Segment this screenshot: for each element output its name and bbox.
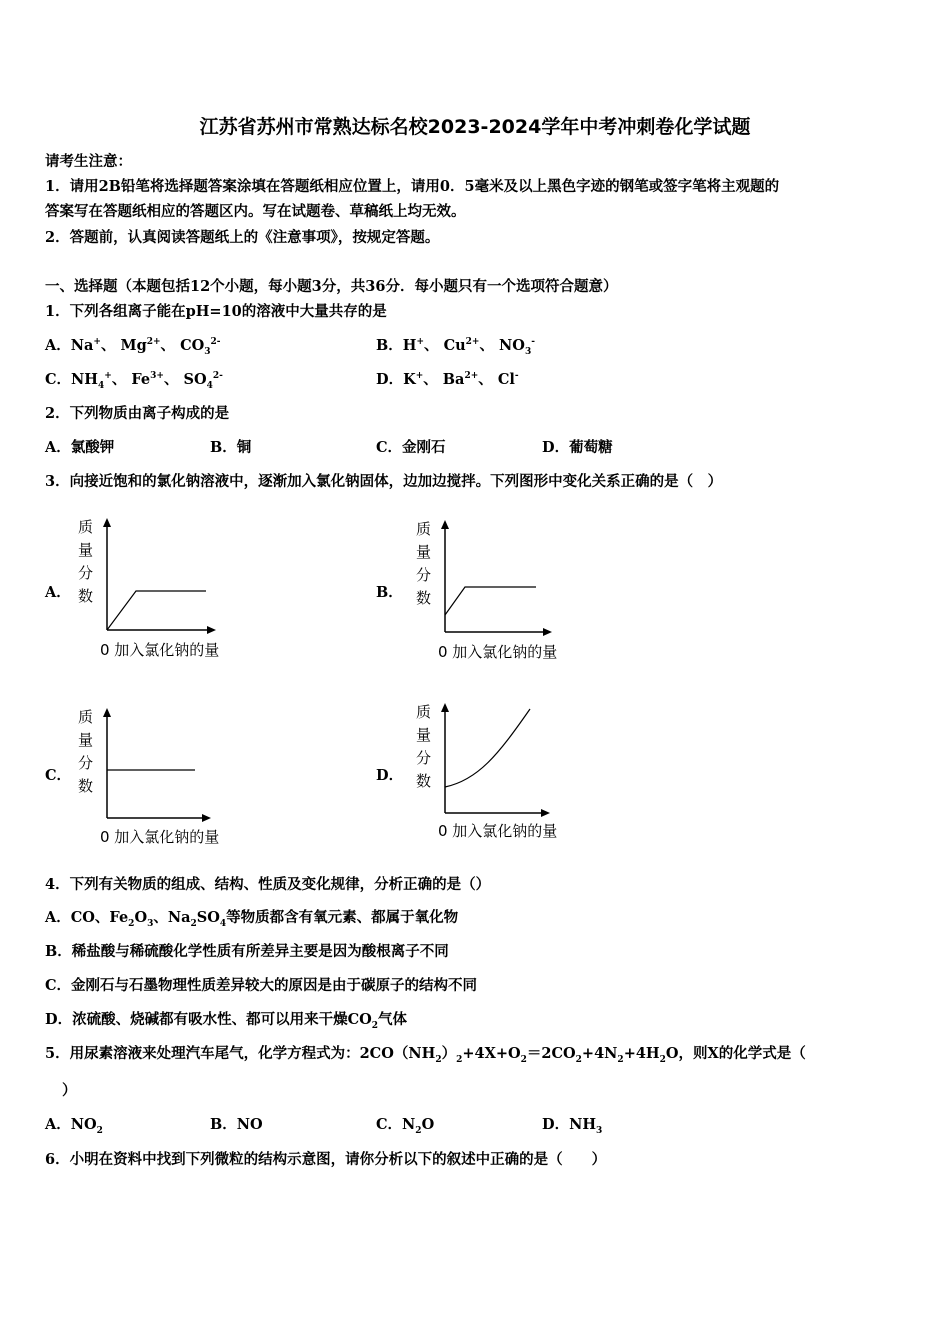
notice-line-1b: 答案写在答题纸相应的答题区内。写在试题卷、草稿纸上均无效。 [45, 203, 466, 220]
x-axis-arrow [202, 814, 211, 822]
q5-option-d: D．$NH_3$ [542, 1116, 603, 1136]
q2-stem: 2．下列物质由离子构成的是 [45, 405, 230, 422]
x-axis-label: 0 加入氯化钠的量 [438, 643, 558, 661]
page-title: 江苏省苏州市常熟达标名校2023-2024学年中考冲刺卷化学试题 [199, 116, 751, 138]
ylabel-char: 量 [416, 726, 432, 744]
ylabel-char: 质 [78, 708, 94, 726]
notice-line-1a: 1．请用2B铅笔将选择题答案涂填在答题纸相应位置上，请用0．5毫米及以上黑色字迹的钢笔或签字笔将主观题的 [45, 178, 780, 195]
x-axis-arrow [541, 809, 550, 817]
ylabel-char: 分 [78, 564, 94, 582]
ylabel-char: 量 [78, 541, 94, 559]
q5-stem-close: ） [62, 1082, 77, 1099]
y-axis-arrow [103, 518, 111, 527]
q4-option-b: B．稀盐酸与稀硫酸化学性质有所差异主要是因为酸根离子不同 [45, 943, 449, 960]
x-axis-arrow [207, 626, 216, 634]
ylabel-char: 数 [78, 777, 94, 795]
q3-graph-a [70, 510, 270, 670]
q5-option-b: B．NO [210, 1116, 263, 1133]
ylabel-char: 数 [78, 587, 94, 605]
ylabel-char: 分 [78, 754, 94, 772]
x-axis-label: 0 加入氯化钠的量 [438, 822, 558, 840]
q5-option-c: C．$N_2O$ [376, 1116, 435, 1136]
ylabel-char: 量 [416, 543, 432, 561]
ylabel-char: 数 [416, 589, 432, 607]
ylabel-char: 量 [78, 731, 94, 749]
x-axis-arrow [543, 628, 552, 636]
q1-option-c: C．$NH_4^+$、 $Fe^{3+}$、 $SO_4^{2-}$ [45, 371, 223, 391]
x-axis-label: 0 加入氯化钠的量 [100, 641, 220, 659]
q6-stem: 6．小明在资料中找到下列微粒的结构示意图，请你分析以下的叙述中正确的是（ ） [45, 1151, 607, 1168]
q1-option-a: A．Na+、 $Mg^{2+}$、 $CO_3^{2-}$ [45, 337, 221, 357]
q3-label-a: A． [45, 584, 71, 601]
curve-d [445, 709, 530, 787]
q2-option-d: D．葡萄糖 [542, 439, 613, 456]
ylabel-char: 数 [416, 772, 432, 790]
q3-graph-b [408, 512, 608, 672]
curve-a [107, 591, 206, 630]
q3-label-b: B． [376, 584, 403, 601]
q4-option-a: A．CO、$Fe_2O_3$、$Na_2SO_4$等物质都含有氧元素、都属于氧化物 [45, 909, 459, 929]
x-axis-label: 0 加入氯化钠的量 [100, 828, 220, 846]
y-axis-arrow [441, 520, 449, 529]
ylabel-char: 分 [416, 749, 432, 767]
q3-label-d: D． [376, 767, 404, 784]
q2-option-b: B．铜 [210, 439, 252, 456]
q3-stem: 3．向接近饱和的氯化钠溶液中，逐渐加入氯化钠固体，边加边搅拌。下列图形中变化关系正确的是（ ） [45, 473, 723, 490]
q3-graph-d [408, 695, 608, 855]
q3-graph-c [70, 700, 270, 860]
notice-heading: 请考生注意： [45, 153, 132, 170]
notice-line-2: 2．答题前，认真阅读答题纸上的《注意事项》，按规定答题。 [45, 229, 440, 246]
section-heading: 一、选择题（本题包括12个小题，每小题3分，共36分．每小题只有一个选项符合题意） [45, 278, 618, 295]
curve-b [445, 587, 536, 615]
ylabel-char: 质 [416, 520, 432, 538]
y-axis-arrow [441, 703, 449, 712]
ylabel-char: 质 [416, 703, 432, 721]
q4-option-d: D．浓硫酸、烧碱都有吸水性、都可以用来干燥$CO_2$气体 [45, 1011, 408, 1031]
q2-option-a: A．氯酸钾 [45, 439, 115, 456]
q2-option-c: C．金刚石 [376, 439, 446, 456]
q5-option-a: A．$NO_2$ [45, 1116, 103, 1136]
y-axis-arrow [103, 708, 111, 717]
q4-stem: 4．下列有关物质的组成、结构、性质及变化规律，分析正确的是（） [45, 876, 491, 893]
q1-option-d: D．K+、 $Ba^{2+}$、 Cl- [376, 371, 519, 388]
q5-stem: 5．用尿素溶液来处理汽车尾气，化学方程式为：$2CO(NH_2)_2+4X+O_2=2CO_2+4N_2+4H_2O$，则X的化学式是（ [45, 1045, 806, 1065]
q1-stem: 1．下列各组离子能在pH=10的溶液中大量共存的是 [45, 303, 387, 320]
q3-label-c: C． [45, 767, 72, 784]
q1-option-b: B．H+、 $Cu^{2+}$、 $NO_3^-$ [376, 337, 535, 357]
q4-option-c: C．金刚石与石墨物理性质差异较大的原因是由于碳原子的结构不同 [45, 977, 478, 994]
ylabel-char: 分 [416, 566, 432, 584]
ylabel-char: 质 [78, 518, 94, 536]
